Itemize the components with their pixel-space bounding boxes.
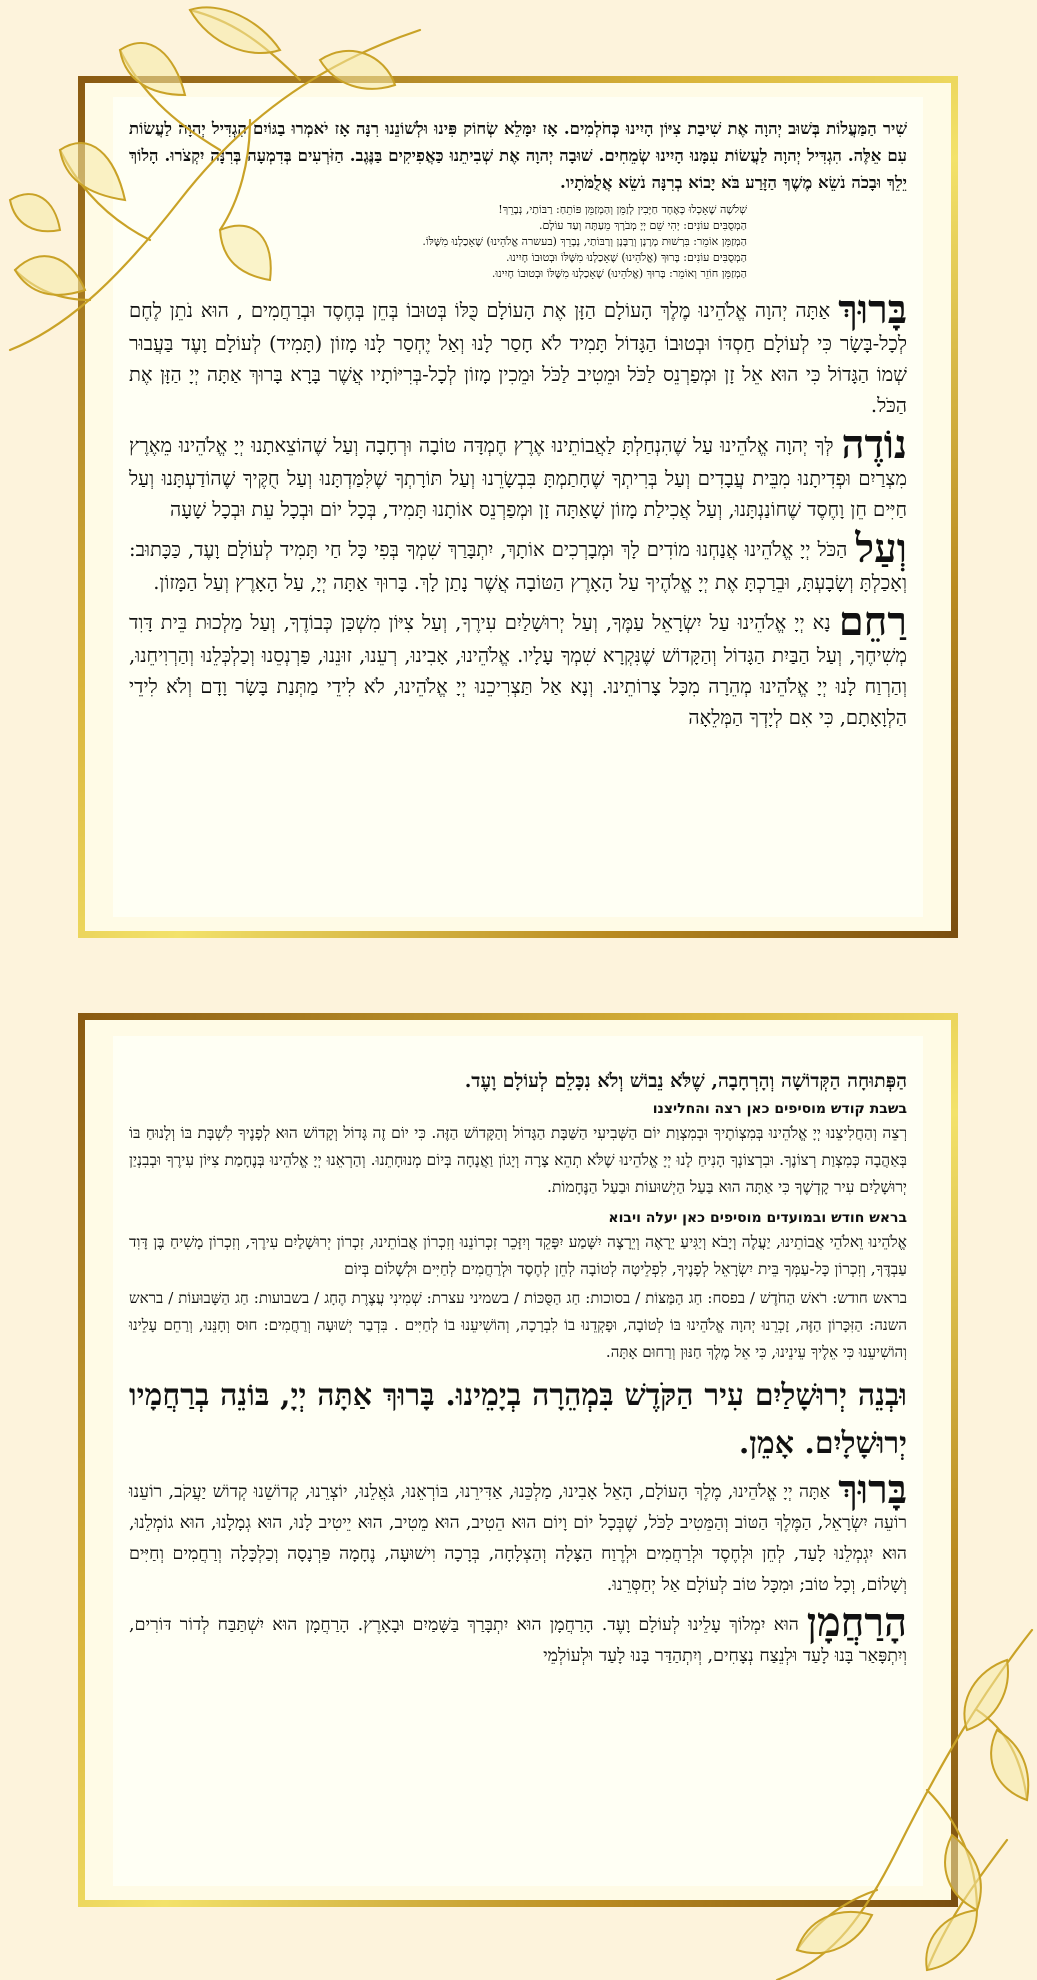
veal-hakol-paragraph: [129, 525, 907, 598]
rachem-text: נָא יְיָ אֱלֹהֵינוּ עַל יִשְׂרָאֵל עַמֶּךָ, וְעַל יְרוּשָׁלַיִם עִירֶךָ, וְעַל צִיּוֹן מִשְׁכַּן כְּבוֹדֶךָ, וְעַל מַלְכוּת בֵּית דָּוִד מְשִׁיחֶךָ, וְעַל הַבַּיִת הַגָּדוֹל וְהַקָּדוֹשׁ שֶׁנִּקְרָא שִׁמְךָ עָלָיו. אֱלֹהֵינוּ, אָבִינוּ, רְעֵנוּ, זוּנֵנוּ, פַּרְנְסֵנוּ וְכַלְכְּלֵנוּ וְהַרְוִיחֵנוּ, וְהַרְוַח לָנוּ יְיָ אֱלֹהֵינוּ מְהֵרָה מִכָּל צָרוֹתֵינוּ. וְנָא אַל תַּצְרִיכֵנוּ יְיָ אֱלֹהֵינוּ, לֹא לִידֵי מַתְּנַת בָּשָׂר וָדָם וְלֹא לִידֵי הַלְוָאָתָם, כִּי אִם לְיָדְךָ הַמְּלֵאָה: [129, 611, 907, 729]
shir-hamaalot-paragraph: שִׁיר הַמַּעֲלוֹת בְּשׁוּב יְהוָה אֶת שִׁיבַת צִיּוֹן הָיִינוּ כְּחֹלְמִים. אָז יִמָּלֵא שְׂחוֹק פִּינוּ וּלְשׁוֹנֵנוּ רִנָּה אָז יֹאמְרוּ בַגּוֹיִם הִגְדִּיל יְהוָה לַעֲשׂוֹת עִם אֵלֶּה. הִגְדִּיל יְהוָה לַעֲשׂוֹת עִמָּנוּ הָיִינוּ שְׂמֵחִים. שׁוּבָה יְהוָה אֶת שְׁבִיתֵנוּ כַּאֲפִיקִים בַּנֶּגֶב. הַזֹּרְעִים בְּדִמְעָה בְּרִנָּה יִקְצֹרוּ. הָלוֹךְ יֵלֵךְ וּבָכֹה נֹשֵׂא מֶשֶׁךְ הַזָּרַע בֹּא יָבוֹא בְרִנָּה נֹשֵׂא אֲלֻמֹּתָיו.: [129, 119, 907, 192]
haptucha-line: הַפְּתוּחָה הַקְּדוֹשָׁה וְהָרְחָבָה, שֶׁלֹּא נֵבוֹשׁ וְלֹא נִכָּלֵם לְעוֹלָם וָעֶד.: [464, 1070, 907, 1092]
nodeh-text: לְּךָ יְהוָה אֱלֹהֵינוּ עַל שֶׁהִנְחַלְתָּ לַאֲבוֹתֵינוּ אֶרֶץ חֶמְדָּה טוֹבָה וּרְחָבָה וְעַל שֶׁהוֹצֵאתָנוּ יְיָ אֱלֹהֵינוּ מֵאֶרֶץ מִצְרַיִם וּפְדִיתָנוּ מִבֵּית עֲבָדִים וְעַל בְּרִיתְךָ שֶׁחָתַמְתָּ בִּבְשָׂרֵנוּ וְעַל תּוֹרָתְךָ שֶׁלִּמַּדְתָּנוּ וְעַל חֻקֶּיךָ שֶׁהוֹדַעְתָּנוּ וְעַל חַיִּים חֵן וָחֶסֶד שֶׁחוֹנַנְתָּנוּ, וְעַל אֲכִילַת מָזוֹן שָׁאַתָּה זָן וּמְפַרְנֵס אוֹתָנוּ תָּמִיד, בְּכָל יוֹם וּבְכָל עֵת וּבְכָל שָׁעָה: [129, 434, 907, 521]
baruch-hael-text: אַתָּה יְיָ אֱלֹהֵינוּ, מֶלֶךְ הָעוֹלָם, הָאֵל אָבִינוּ, מַלְכֵּנוּ, אַדִּירֵנוּ, בּוֹרְאֵנוּ, גֹּאֲלֵנוּ, יוֹצְרֵנוּ, קְדוֹשֵׁנוּ קְדוֹשׁ יַעֲקֹב, רוֹעֵנוּ רוֹעֵה יִשְׂרָאֵל, הַמֶּלֶךְ הַטּוֹב וְהַמֵּטִיב לַכֹּל, שֶׁבְּכָל יוֹם וָיוֹם הוּא הֵטִיב, הוּא מֵטִיב, הוּא יֵיטִיב לָנוּ, הוּא גְמָלָנוּ, הוּא גוֹמְלֵנוּ, הוּא יִגְמְלֵנוּ לָעַד, לְחֵן וּלְחֶסֶד וּלְרַחֲמִים וּלְרֶוַח הַצָּלָה וְהַצְלָחָה, בְּרָכָה וִישׁוּעָה, נֶחָמָה פַּרְנָסָה וְכַלְכָּלָה וְרַחֲמִים וְחַיִּים וְשָׁלוֹם, וְכָל טוֹב; וּמִכָּל טוֹב לְעוֹלָם אַל יְחַסְּרֵנוּ.: [129, 1482, 907, 1595]
retzeh-paragraph: רְצֵה וְהַחֲלִיצֵנוּ יְיָ אֱלֹהֵינוּ בְּמִצְוֹתֶיךָ וּבְמִצְוַת יוֹם הַשְּׁבִיעִי הַשַּׁבָּת הַגָּדוֹל וְהַקָּדוֹשׁ הַזֶּה. כִּי יוֹם זֶה גָּדוֹל וְקָדוֹשׁ הוּא לְפָנֶיךָ לִשְׁבָּת בּוֹ וְלָנוּחַ בּוֹ בְּאַהֲבָה כְּמִצְוַת רְצוֹנֶךָ. וּבִרְצוֹנְךָ הָנִיחַ לָנוּ יְיָ אֱלֹהֵינוּ שֶׁלֹּא תְהֵא צָרָה וְיָגוֹן וַאֲנָחָה בְּיוֹם מְנוּחָתֵנוּ. וְהַרְאֵנוּ יְיָ אֱלֹהֵינוּ בְּנֶחָמַת צִיּוֹן עִירֶךָ וּבְבִנְיַן יְרוּשָׁלַיִם עִיר קָדְשֶׁךָ כִּי אַתָּה הוּא בַּעַל הַיְשׁוּעוֹת וּבַעַל הַנֶּחָמוֹת.: [129, 1124, 907, 1196]
holiday-insertions-paragraph: בראש חודש: רֹאשׁ הַחֹדֶשׁ / בפסח: חַג הַמַּצּוֹת / בסוכות: חַג הַסֻּכּוֹת / בשמיני עצרת: שְׁמִינִי עֲצֶרֶת הֶחָג / בשבועות: חַג הַשָּׁבוּעוֹת / בראש השנה: הַזִּכָּרוֹן הַזֶּה, זָכְרֵנוּ יְהוָה אֱלֹהֵינוּ בּוֹ לְטוֹבָה, וּפָקְדֵנוּ בוֹ לִבְרָכָה, וְהוֹשִׁיעֵנוּ בוֹ לְחַיִּים . בִּדְבַר יְשׁוּעָה וְרַחֲמִים: חוּס וְחָנֵּנוּ, וְרַחֵם עָלֵינוּ וְהוֹשִׁיעֵנוּ כִּי אֵלֶיךָ עֵינֵינוּ, כִּי אֵל מֶלֶךְ חַנּוּן וְרַחוּם אָתָּה.: [129, 1289, 907, 1361]
baruch2-drop-word: בָּרוּךְ: [838, 1466, 907, 1513]
zimun-line-3: הַמְזַמֵּן אוֹמֵר: בִּרְשׁוּת מָרָנָן וְרַבָּנָן וְרַבּוֹתַי, נְבָרֵךְ (בעשרה אֱלֹהֵינוּ) שֶׁאָכַלְנוּ מִשֶּׁלּוֹ.: [422, 235, 747, 248]
yaaleh-veyavo-paragraph: אֱלֹהֵינוּ וֵאלֹהֵי אֲבוֹתֵינוּ, יַעֲלֶה וְיָבֹא וְיַגִּיעַ יֵרָאֶה וְיֵרָצֶה יִשָּׁמַע יִפָּקֵד וְיִזָּכֵר זִכְרוֹנֵנוּ וְזִכְרוֹן אֲבוֹתֵינוּ, זִכְרוֹן יְרוּשָׁלַיִם עִירֶךָ, וְזִכְרוֹן מָשִׁיחַ בֶּן דָּוִד עַבְדֶּךָ, וְזִכְרוֹן כָּל-עַמְּךָ בֵּית יִשְׂרָאֵל לְפָנֶיךָ, לִפְלֵיטָה לְטוֹבָה לְחֵן לְחֶסֶד וּלְרַחֲמִים לְחַיִּים וּלְשָׁלוֹם בְּיוֹם: [129, 1233, 907, 1278]
rachem-paragraph: [129, 598, 907, 733]
baruch-hazan-paragraph: [129, 286, 907, 421]
harachaman-text: הוּא יִמְלוֹךְ עָלֵינוּ לְעוֹלָם וָעֶד. הָרַחֲמָן הוּא יִתְבָּרַךְ בַּשָּׁמַיִם וּבָאָרֶץ. הָרַחֲמָן הוּא יִשְׁתַּבַּח לְדוֹר דּוֹרִים, וְיִתְפָּאַר בָּנוּ לָעַד וּלְנֵצַח נְצָחִים, וְיִתְהַדַּר בָּנוּ לָעַד וּלְעוֹלְמֵי: [129, 1615, 907, 1666]
zimun-block: [129, 202, 907, 282]
zimun-line-5: הַמְזַמֵּן חוֹזֵר וְאוֹמֵר: בָּרוּךְ (אֱלֹהֵינוּ) שֶׁאָכַלְנוּ מִשֶּׁלּוֹ וּבְטוּבוֹ חָיִינוּ.: [491, 267, 747, 280]
rosh-chodesh-instruction: בראש חודש ובמועדים מוסיפים כאן יעלה ויבוא: [608, 1210, 907, 1226]
blessing-card-top: [78, 76, 958, 938]
card-top-content: [113, 97, 923, 917]
harachaman-drop-word: הָרַחֲמָן: [806, 1599, 907, 1646]
veal-hakol-text: הַכֹּל יְיָ אֱלֹהֵינוּ אֲנַחְנוּ מוֹדִים לָךְ וּמְבָרְכִים אוֹתָךְ, יִתְבָּרַךְ שִׁמְךָ בְּפִי כָּל חַי תָּמִיד לְעוֹלָם וָעֶד, כַּכָּתוּב: וְאָכַלְתָּ וְשָׂבָעְתָּ, וּבֵרַכְתָּ אֶת יְיָ אֱלֹהֶיךָ עַל הָאָרֶץ הַטּוֹבָה אֲשֶׁר נָתַן לָךְ. בָּרוּךְ אַתָּה יְיָ, עַל הָאָרֶץ וְעַל הַמָּזוֹן.: [129, 538, 907, 594]
rachem-drop-word: רַחֵם: [838, 598, 907, 645]
zimun-line-4: הַמְסֻבִּים עוֹנִים: בָּרוּךְ (אֱלֹהֵינוּ) שֶׁאָכַלְנוּ מִשֶּׁלּוֹ וּבְטוּבוֹ חָיִינוּ.: [506, 251, 747, 264]
baruch-drop-word: בָּרוּךְ: [838, 286, 907, 333]
baruch-hazan-text: אַתָּה יְהוָה אֱלֹהֵינוּ מֶלֶךְ הָעוֹלָם הַזָּן אֶת הָעוֹלָם כֻּלּוֹ בְּטוּבוֹ בְּחֵן בְּחֶסֶד וּבְרַחֲמִים , הוּא נֹתֵן לֶחֶם לְכָל-בָּשָׂר כִּי לְעוֹלָם חַסְדּוֹ וּבְטוּבוֹ הַגָּדוֹל תָּמִיד לֹא חָסַר לָנוּ וְאַל יֶחְסַר לָנוּ מָזוֹן (תָּמִיד) לְעוֹלָם וָעֶד בַּעֲבוּר שְׁמוֹ הַגָּדוֹל כִּי הוּא אֵל זָן וּמְפַרְנֵס לַכֹּל וּמֵטִיב לַכֹּל וּמֵכִין מָזוֹן לְכָל-בְּרִיּוֹתָיו אֲשֶׁר בָּרָא בָּרוּךְ אַתָּה יְיָ הַזָּן אֶת הַכֹּל.: [129, 299, 907, 417]
zimun-line-2: הַמְסֻבִּים עוֹנִים: יְהִי שֵׁם יְיָ מְבֹרָךְ מֵעַתָּה וְעַד עוֹלָם.: [538, 219, 747, 232]
baruch-hael-paragraph: [129, 1466, 907, 1601]
nodeh-paragraph: [129, 421, 907, 525]
uvneh-yerushalayim-paragraph: וּבְנֵה יְרוּשָׁלַיִם עִיר הַקֹּדֶשׁ בִּמְהֵרָה בְיָמֵינוּ. בָּרוּךְ אַתָּה יְיָ, בּוֹנֵה בְרַחֲמָיו יְרוּשָׁלָיִם. אָמֵן.: [129, 1378, 907, 1461]
shabbat-instruction: בשבת קודש מוסיפים כאן רצה והחליצנו: [652, 1101, 907, 1117]
harachaman-paragraph: [129, 1599, 907, 1672]
blessing-card-bottom: [78, 1013, 958, 1907]
nodeh-drop-word: נוֹדֶה: [841, 421, 907, 468]
card-bottom-content: [113, 1036, 923, 1886]
veal-drop-word: וְעַל: [855, 525, 907, 572]
zimun-line-1: שְׁלֹשָׁה שֶׁאָכְלוּ כְּאֶחָד חַיָּבִין לְזַמֵּן וְהַמְזַמֵּן פּוֹתֵחַ: רַבּוֹתַי, נְבָרֵךְ!: [498, 203, 747, 216]
